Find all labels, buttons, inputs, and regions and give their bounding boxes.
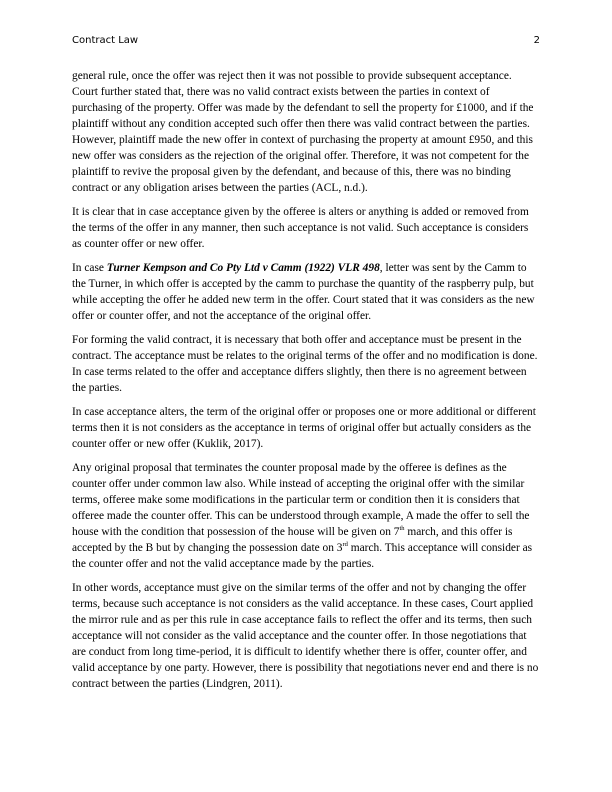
- paragraph-3-rest: , letter was sent by the Camm to the Turner, in which offer is accepted by the camm to purchase the quantity of the raspberry pulp, but while accepting the offer he added new term in the offer. Court stated that it was considers as the new offer or counter offer, and not the acceptance of the original offer.: [72, 262, 535, 322]
- paragraph-1: general rule, once the offer was reject then it was not possible to provide subsequent acceptance. Court further stated that, there was no valid contract exists between the parties in context of purchasing of the property. Offer was made by the defendant to sell the property for £1000, and if the plaintiff without any condition accepted such offer then there was valid contract between the parties. However, plaintiff made the new offer in context of purchasing the property at amount £950, and this new offer was considers as the rejection of the original offer. Therefore, it was not competent for the plaintiff to revive the proposal given by the defendant, and because of this, there was no binding contract or any obligation arises between the parties (ACL, n.d.).: [72, 70, 534, 194]
- case-citation: Turner Kempson and Co Pty Ltd v Camm (1922) VLR 498: [106, 262, 380, 274]
- page-number: 2: [533, 35, 540, 46]
- document-body: [72, 68, 540, 700]
- ordinal-suffix-rd: rd: [342, 541, 348, 549]
- paragraph-7: In other words, acceptance must give on the similar terms of the offer and not by changing the offer terms, because such acceptance is not considers as the valid acceptance. In these cases, Court applied the mirror rule and as per this rule in case acceptance fails to reflect the offer and its terms, then such acceptance will not consider as the valid acceptance and the counter offer. In those negotiations that are conduct from long time-period, it is difficult to identify whether there is offer, counter offer, and valid acceptance by one party. However, there is possibility that negotiations never end and there is no contract between the parties (Lindgren, 2011).: [72, 582, 539, 690]
- paragraph-6-part-b: march, and this offer is accepted by the B but by changing the possession date on 3: [72, 526, 513, 554]
- paragraph-3-lead: In case: [72, 262, 107, 274]
- paragraph-5: In case acceptance alters, the term of the original offer or proposes one or more additional or different terms then it is not considers as the acceptance in terms of original offer but actually considers as the counter offer or new offer (Kuklik, 2017).: [72, 406, 536, 450]
- page-header: [72, 35, 540, 49]
- paragraph-6-part-c: march. This acceptance will consider as the counter offer and not the valid acceptance made by the parties.: [72, 542, 533, 570]
- paragraph-6-part-a: Any original proposal that terminates the counter proposal made by the offeree is defines as the counter offer under common law also. While instead of accepting the original offer with the similar terms, offeree make some modifications in the particular term or condition then it is considers that offeree made the counter offer. This can be understood through example, A made the offer to sell the house with the condition that possession of the house will be given on 7: [72, 462, 530, 538]
- paragraph-4: For forming the valid contract, it is necessary that both offer and acceptance must be present in the contract. The acceptance must be relates to the original terms of the offer and no modification is done. In case terms related to the offer and acceptance differs slightly, then there is no agreement between the parties.: [72, 334, 538, 394]
- paragraph-6: [72, 460, 540, 572]
- ordinal-suffix-th: th: [399, 525, 405, 533]
- paragraph-3: [72, 260, 540, 324]
- paragraph-2: It is clear that in case acceptance given by the offeree is alters or anything is added or removed from the terms of the offer in any manner, then such acceptance is not valid. Such acceptance is considers as counter offer or new offer.: [72, 206, 529, 250]
- header-title: Contract Law: [72, 35, 139, 46]
